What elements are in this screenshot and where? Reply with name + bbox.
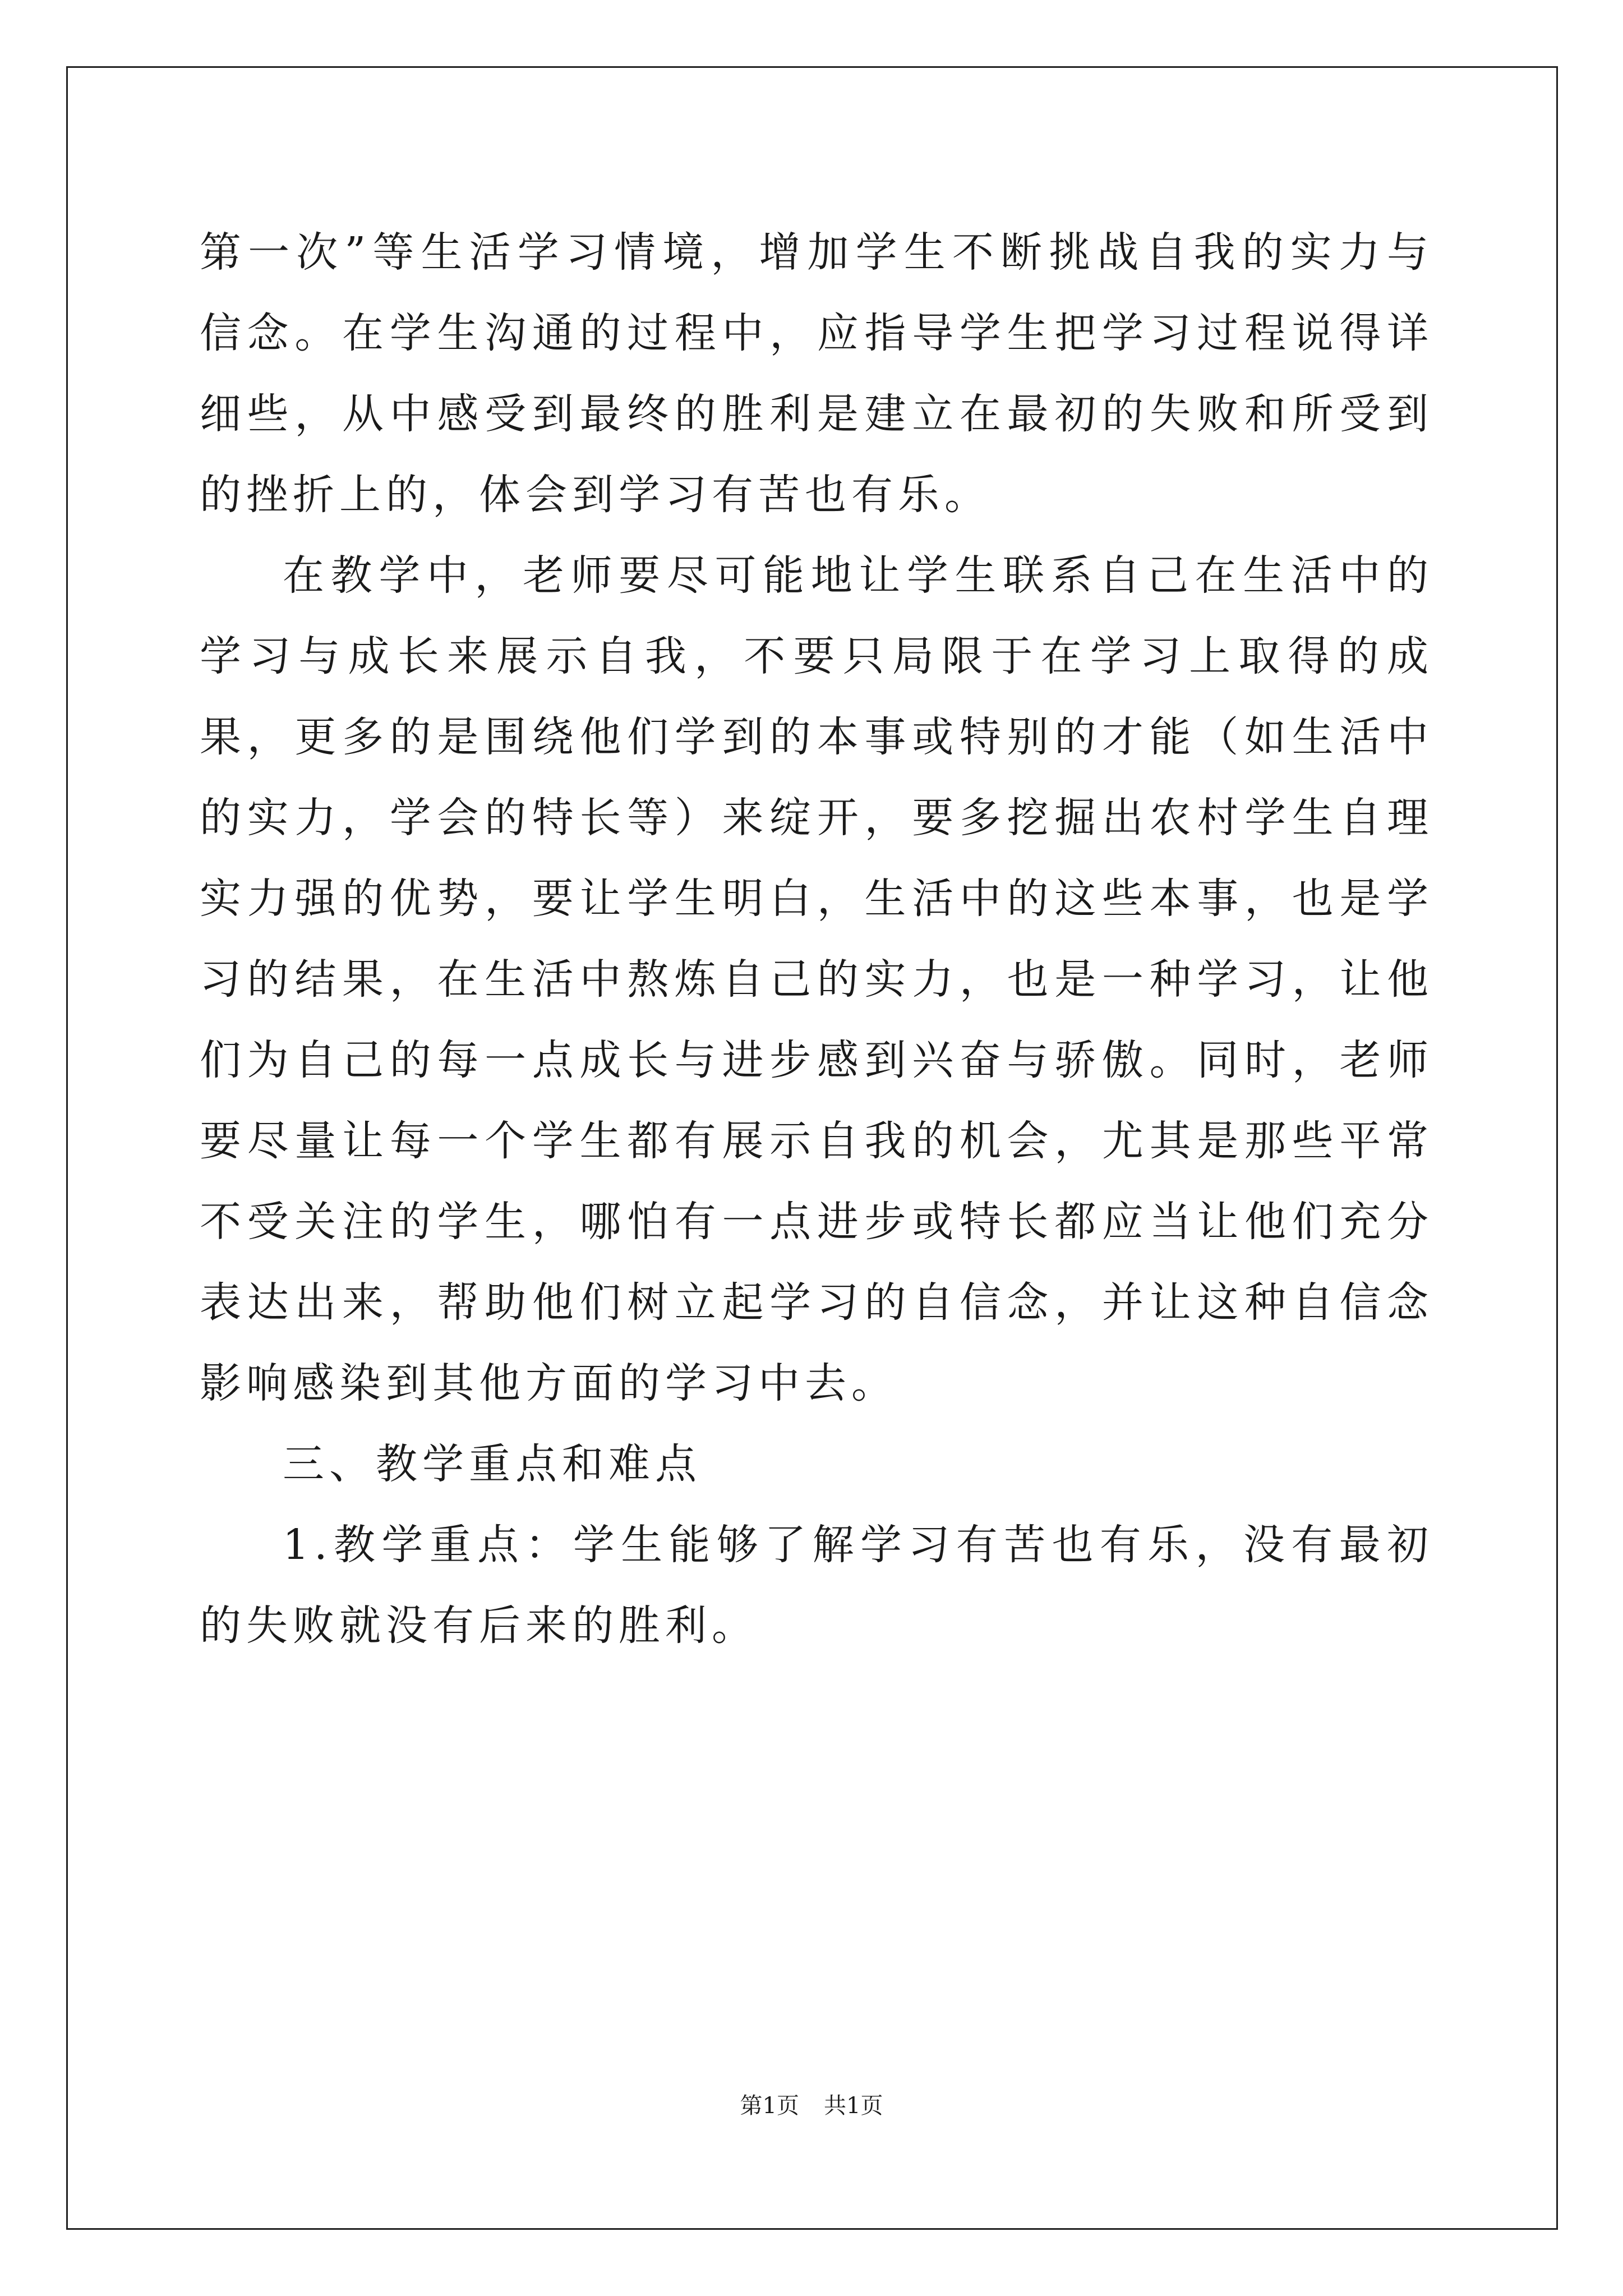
paragraph-teaching-focus: 1.教学重点：学生能够了解学习有苦也有乐，没有最初的失败就没有后来的胜利。 [200, 1521, 1433, 1650]
page-number: 第1页 [740, 2093, 799, 2119]
document-body [200, 212, 1433, 1666]
page-footer [0, 2091, 1623, 2120]
page-count: 共1页 [824, 2093, 883, 2119]
section-heading-key-points: 三、教学重点和难点 [283, 1440, 702, 1488]
paragraph-teaching-guidance: 在教学中，老师要尽可能地让学生联系自己在生活中的学习与成长来展示自我，不要只局限于在学习上取得的成果，更多的是围绕他们学到的本事或特别的才能（如生活中的实力，学会的特长等）来绽开，要多挖掘出农村学生自理实力强的优势，要让学生明白，生活中的这些本事，也是学习的结果，在生活中熬炼自己的实力，也是一种学习，让他们为自己的每一点成长与进步感到兴奋与骄傲。同时，老师要尽量让每一个学生都有展示自我的机会，尤其是那些平常不受关注的学生，哪怕有一点进步或特长都应当让他们充分表达出来，帮助他们树立起学习的自信念，并让这种自信念影响感染到其他方面的学习中去。 [200, 551, 1433, 1407]
paragraph-continuation: 第一次”等生活学习情境，增加学生不断挑战自我的实力与信念。在学生沟通的过程中，应指导学生把学习过程说得详细些，从中感受到最终的胜利是建立在最初的失败和所受到的挫折上的，体会到学习有苦也有乐。 [200, 228, 1433, 519]
